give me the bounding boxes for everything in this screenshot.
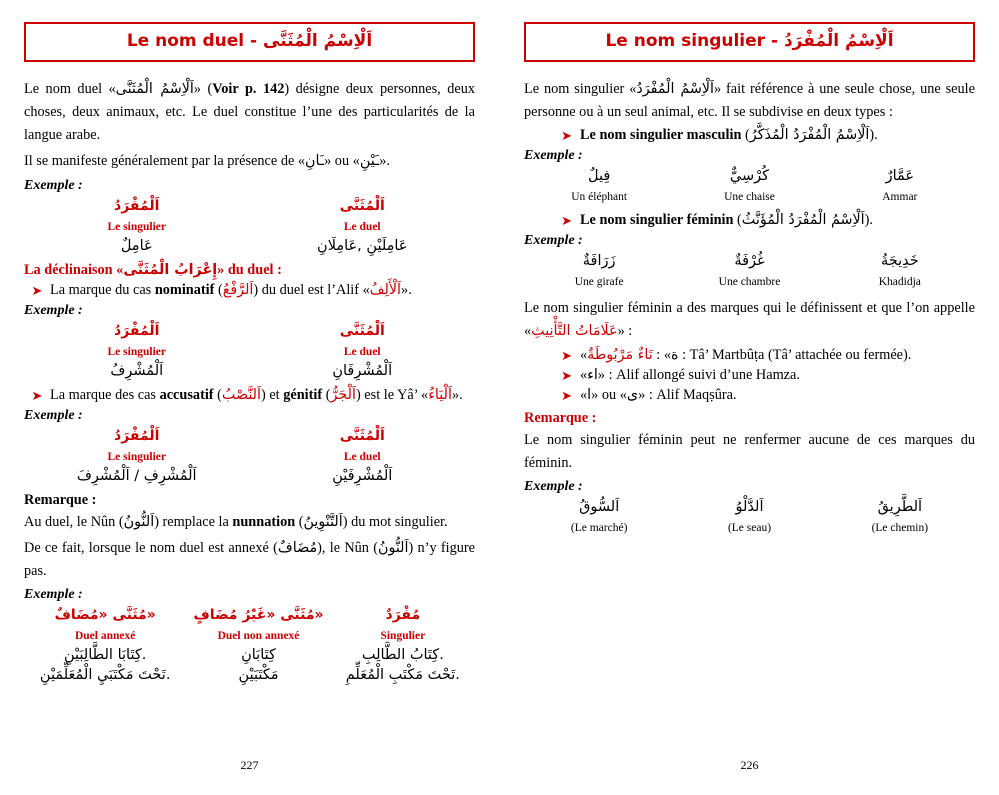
right-marque-1 [524, 347, 975, 364]
table-row [24, 645, 475, 665]
left-rule-2-mid4: ) est le Yâ’ « [355, 386, 429, 403]
left-t2-head-ar-1: اَلْمُثَنَّى [339, 322, 385, 339]
left-t4-r1-singulier: كِتَابُ الطَّالِبِ. [361, 647, 444, 664]
left-remarque-1-mid2: ( [295, 513, 304, 530]
left-intro-1-post: ) désigne deux personnes, deux choses, deux animaux, etc. Le duel constitue l’une des particularités de la langue arabe. [24, 81, 476, 144]
right-marque-1-post: : Tâ’ Martbûṭa (Tâ’ attachée ou fermée). [678, 346, 912, 363]
right-t3-fr-1: (Le chemin) [871, 521, 929, 534]
left-t1-head-ar-2: اَلْمُفْرَدُ [114, 197, 160, 214]
right-marque-1-arabic-1: ة [671, 346, 679, 363]
right-marque-2-post: » : Alif allongé suivi d’une Hamza. [597, 366, 800, 383]
left-t4-head-fr-1: Singulier [380, 630, 426, 643]
left-rule-2-bold-1: accusatif [159, 386, 214, 403]
right-t3-ar-2: اَلدَّلْوُ [735, 498, 764, 515]
left-intro-paragraph-2 [24, 150, 475, 173]
left-rule-1-mid2: ) du duel est l’Alif « [253, 281, 370, 298]
right-marque-3-arabic-1: ا [587, 386, 592, 403]
arrow-bullet-icon: ➤ [561, 213, 572, 229]
left-rule-2-pre: La marque des cas [50, 386, 160, 403]
left-declinaison-arabic: إِعْرَابُ الْمُثَنَّى [123, 261, 218, 278]
right-exemple-label-3: Exemple : [524, 478, 583, 494]
right-marque-3-arabic-2: ى [626, 386, 639, 403]
right-t3-ar-3: اَلسُّوقُ [579, 498, 620, 515]
left-declinaison-heading [24, 262, 475, 279]
left-t2-head-fr-2: Le singulier [107, 345, 166, 358]
left-t3-cell-duel: اَلْمُشْرِفَيْنِ [332, 467, 393, 484]
arrow-bullet-icon: ➤ [31, 282, 43, 298]
left-t2-cell-duel: اَلْمُشْرِفَانِ [332, 362, 393, 379]
left-t1-cell-duel: عَامِلَيْنِ ,عَامِلَانِ [317, 237, 408, 254]
left-rule-1-text [50, 282, 475, 299]
left-intro-1-pre: Le nom duel « [24, 81, 116, 97]
right-t3-fr-3: (Le marché) [570, 521, 628, 534]
right-t1-fr-1: Ammar [882, 191, 918, 204]
left-rule-2-mid3: ( [322, 386, 331, 403]
right-t1-ar-2: كُرْسِيٌّ [729, 168, 770, 185]
arrow-bullet-icon: ➤ [561, 128, 572, 144]
right-marques-arabic: عَلَامَاتُ التَّأْنِيثِ [531, 323, 618, 340]
table-row [24, 625, 475, 645]
left-example-table-2 [24, 321, 475, 381]
right-t2-ar-2: غُرْفَةٌ [734, 253, 765, 270]
left-t1-head-fr-2: Le singulier [107, 220, 166, 233]
right-marque-1-pre: « [580, 346, 588, 363]
left-t4-head-ar-2: مُثَنَّى «غَيْرُ مُضَافٍ» [193, 607, 324, 624]
left-remarque-2-pre: De ce fait, lorsque le nom duel est annexé ( [24, 539, 278, 556]
right-type-2 [524, 212, 975, 229]
right-marque-2 [524, 367, 975, 384]
page-left-title: Le nom duel - اَلْاِسْمُ الْمُثَنَّى [126, 31, 373, 51]
left-rule-1 [24, 282, 475, 299]
table-row [524, 251, 975, 271]
right-exemple-label-1: Exemple : [524, 148, 583, 164]
left-declinaison-pre: La déclinaison « [24, 261, 124, 278]
right-type-1 [524, 127, 975, 144]
left-t4-head-fr-2: Duel non annexé [217, 630, 300, 643]
right-marques-pre: Le nom singulier féminin a des marques qui le définissent et que l’on appelle « [524, 300, 975, 340]
page-right [500, 0, 999, 795]
left-remarque-1-pre: Au duel, le Nûn ( [24, 513, 124, 530]
left-rule-2 [24, 387, 475, 404]
left-t3-cell-singulier: اَلْمُشْرِفِ / اَلْمُشْرِفَ [76, 467, 197, 484]
left-remarque-1-mid: ) remplace la [154, 513, 233, 530]
right-marque-1-text [580, 347, 975, 364]
right-t3-ar-1: اَلطَّرِيقُ [877, 498, 923, 515]
table-row [24, 605, 475, 625]
right-marque-3 [524, 387, 975, 404]
right-type-2-paren-post: ). [864, 212, 873, 229]
right-t2-fr-3: Une girafe [574, 276, 624, 289]
right-t3-fr-2: (Le seau) [727, 521, 772, 534]
left-rule-2-text [50, 387, 475, 404]
right-marque-2-arabic-1: اء [587, 366, 598, 383]
left-t4-r1-annexe: كِتَابَا الطَّالِبَيْنِ. [64, 647, 147, 664]
right-t1-fr-2: Une chaise [724, 191, 775, 204]
left-rule-2-mid2: ) et [261, 386, 284, 403]
left-t3-head-ar-1: اَلْمُثَنَّى [339, 427, 385, 444]
right-marque-3-mid: » ou « [591, 386, 627, 403]
right-t2-ar-3: زَرَافَةٌ [582, 253, 616, 270]
left-rule-2-bold-2: génitif [283, 386, 323, 403]
left-t4-head-ar-1: مُفْرَدٌ [385, 607, 421, 624]
left-t3-head-fr-2: Le singulier [107, 450, 166, 463]
arrow-bullet-icon: ➤ [31, 387, 43, 403]
right-marque-1-mid: » : [652, 346, 671, 363]
right-t2-ar-1: خَدِيجَةُ [880, 253, 919, 270]
right-marques-intro [524, 297, 975, 343]
right-marque-3-pre: « [580, 386, 588, 403]
left-t4-r2-non-annexe: مَكْتَبَيْنِ [238, 667, 279, 684]
left-exemple-label-1: Exemple : [24, 177, 83, 193]
table-row [524, 186, 975, 206]
left-example-table-1 [24, 196, 475, 256]
left-exemple-label-4: Exemple : [24, 587, 83, 603]
left-t3-head-fr-1: Le duel [343, 450, 381, 463]
left-rule-2-arabic-3: اَلْيَاءُ [428, 386, 452, 403]
table-row [24, 426, 475, 446]
table-row [524, 271, 975, 291]
left-rule-2-post: ». [451, 386, 463, 403]
left-t2-head-fr-1: Le duel [343, 345, 381, 358]
left-remarque-1-arabic-1: اَلنُّونُ [123, 513, 155, 530]
right-example-table-2 [524, 251, 975, 291]
right-intro-post: » fait référence à une seule chose, une seule personne ou à un seul animal, etc. Il se subdivise en deux types : [524, 81, 975, 121]
left-intro-2-arabic-2: ـَيْنِ [359, 153, 380, 170]
left-t1-head-fr-1: Le duel [343, 220, 381, 233]
left-rule-2-arabic-1: اَلنَّصْبُ [221, 386, 261, 403]
table-row [24, 466, 475, 486]
left-remarque-paragraph-1 [24, 511, 475, 534]
right-remarque-paragraph: Le nom singulier féminin peut ne renfermer aucune de ces marques du féminin. [524, 431, 975, 471]
left-rule-2-arabic-2: اَلْجَرُّ [330, 386, 356, 403]
left-rule-1-bold: nominatif [154, 281, 215, 298]
right-example-table-3 [524, 497, 975, 537]
left-t4-head-fr-3: Duel annexé [74, 630, 136, 643]
right-type-2-arabic: اَلْاِسْمُ الْمُفْرَدُ الْمُؤَنَّثُ [741, 212, 865, 229]
left-t4-r1-non-annexe: كِتَابَانِ [241, 647, 276, 664]
left-remarque-paragraph-2 [24, 537, 475, 583]
left-remarque-label: Remarque : [24, 491, 97, 508]
left-remarque-2-arabic-2: اَلنُّونُ [377, 539, 409, 556]
left-intro-1-mid: » ( [193, 81, 213, 97]
page-left-number: 227 [240, 758, 259, 772]
left-intro-2-pre: Il se manifeste généralement par la présence de « [24, 153, 306, 170]
left-rule-1-pre: La marque du cas [50, 281, 155, 298]
page-right-title-box [524, 22, 975, 62]
table-row [524, 517, 975, 537]
left-remarque-1-post: ) du mot singulier. [342, 513, 448, 530]
arrow-bullet-icon: ➤ [561, 367, 572, 383]
right-type-2-paren-pre: ( [733, 212, 742, 229]
right-t1-ar-3: فِيلٌ [588, 168, 611, 185]
left-intro-2-post: ». [379, 153, 390, 170]
right-marque-2-text [580, 367, 975, 384]
right-intro-arabic: اَلْاِسْمُ الْمُفْرَدُ [636, 81, 714, 97]
left-t1-head-ar-1: اَلْمُثَنَّى [339, 197, 385, 214]
left-intro-1-reference: Voir p. 142 [212, 81, 285, 97]
table-row [24, 446, 475, 466]
page-right-number: 226 [740, 758, 759, 772]
right-example-table-1 [524, 166, 975, 206]
left-t1-cell-singulier: عَامِلٌ [120, 237, 153, 254]
table-row [24, 321, 475, 341]
left-t4-r2-singulier: تَحْتَ مَكْتَبِ الْمُعَلِّمِ. [345, 667, 460, 684]
right-t1-ar-1: عَمَّارٌ [885, 168, 915, 185]
right-intro-paragraph [524, 78, 975, 124]
left-declinaison-post: » du duel : [217, 261, 282, 278]
page-left [0, 0, 499, 795]
left-intro-1-arabic: اَلْاِسْمُ الْمُثَنَّى [115, 81, 194, 97]
right-marques-post: » : [617, 323, 633, 340]
right-type-1-paren-pre: ( [741, 127, 750, 144]
right-t2-fr-2: Une chambre [718, 276, 781, 289]
table-row [24, 341, 475, 361]
table-row [24, 665, 475, 685]
table-row [24, 196, 475, 216]
left-remarque-2-mid: ), le Nûn ( [317, 539, 378, 556]
left-exemple-label-3: Exemple : [24, 407, 83, 423]
left-intro-paragraph-1 [24, 78, 475, 147]
right-marque-3-post: » : Alif Maqṣûra. [638, 386, 737, 403]
right-marque-2-pre: « [580, 366, 588, 383]
left-exemple-label-2: Exemple : [24, 302, 83, 318]
left-example-table-3 [24, 426, 475, 486]
right-intro-pre: Le nom singulier « [524, 81, 637, 97]
left-intro-2-mid: » ou « [324, 153, 360, 170]
left-remarque-2-arabic-1: مُضَافٌ [277, 539, 318, 556]
left-remarque-1-arabic-2: اَلتَّنْوِينُ [303, 513, 343, 530]
right-type-2-text [580, 212, 975, 229]
table-row [24, 236, 475, 256]
table-row [24, 361, 475, 381]
right-exemple-label-2: Exemple : [524, 233, 583, 249]
left-rule-1-mid: ( [214, 281, 223, 298]
right-t1-fr-3: Un éléphant [571, 191, 628, 204]
left-example-table-4 [24, 605, 475, 685]
left-intro-2-arabic-1: ـَانِ [305, 153, 325, 170]
left-t2-head-ar-2: اَلْمُفْرَدُ [114, 322, 160, 339]
right-type-1-arabic: اَلْاِسْمُ الْمُفْرَدُ الْمُذَكَّرُ [749, 127, 870, 144]
right-type-1-paren-post: ). [869, 127, 878, 144]
arrow-bullet-icon: ➤ [561, 347, 572, 363]
arrow-bullet-icon: ➤ [561, 387, 572, 403]
right-t2-fr-1: Khadidja [878, 276, 921, 289]
left-rule-1-arabic-2: اَلْأَلِفُ [369, 281, 402, 298]
left-rule-2-mid1: ( [213, 386, 222, 403]
page-right-title: Le nom singulier - اَلْاِسْمُ الْمُفْرَدُ [605, 31, 894, 51]
right-marque-3-text [580, 387, 975, 404]
left-t4-head-ar-3: مُثَنَّى «مُضَافٌ» [54, 607, 156, 624]
right-type-2-label: Le nom singulier féminin [580, 212, 734, 229]
left-rule-1-post: ». [401, 281, 412, 298]
table-row [524, 166, 975, 186]
right-type-1-text [580, 127, 975, 144]
page-left-title-box [24, 22, 475, 62]
right-remarque-label: Remarque : [524, 409, 597, 426]
left-remarque-1-bold: nunnation [232, 513, 296, 530]
right-marque-1-arabic-2: تَاءٌ مَرْبُوطَةٌ [587, 346, 653, 363]
right-type-1-label: Le nom singulier masculin [580, 127, 742, 144]
left-t2-cell-singulier: اَلْمُشْرِفُ [110, 362, 164, 379]
left-t3-head-ar-2: اَلْمُفْرَدُ [114, 427, 160, 444]
left-t4-r2-annexe: تَحْتَ مَكْتَبَيِ الْمُعَلِّمَيْنِ. [39, 667, 171, 684]
left-rule-1-arabic-1: اَلرَّفْعُ [222, 281, 254, 298]
table-row [524, 497, 975, 517]
table-row [24, 216, 475, 236]
left-remarque-2-post: ) n’y figure pas. [24, 539, 475, 579]
